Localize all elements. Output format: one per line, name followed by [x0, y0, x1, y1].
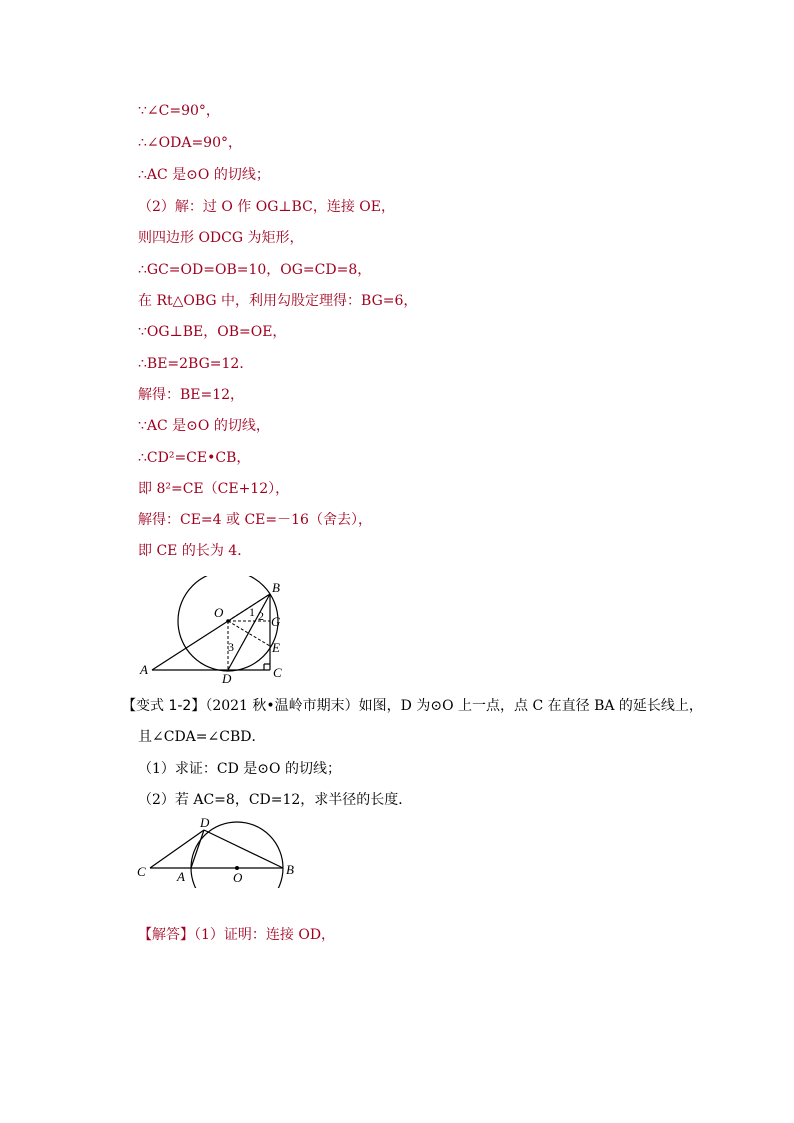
solution-line: 解得：CE=4 或 CE=－16（舍去）， [138, 512, 372, 528]
geometry-figure-2 [130, 812, 310, 888]
label-d: D [200, 815, 210, 830]
solution-line: ∵∠C=90°， [138, 103, 220, 119]
solution-line: 则四边形 ODCG 为矩形， [138, 230, 304, 246]
label-a: A [140, 662, 148, 677]
question-1: （1）求证：CD 是⊙O 的切线； [138, 761, 341, 777]
label-c: C [137, 864, 146, 879]
solution-line: ∵OG⊥BE，OB=OE， [138, 324, 287, 340]
solution-line: ∴AC 是⊙O 的切线； [138, 167, 270, 183]
solution-line: ∴∠ODA=90°， [138, 135, 242, 151]
solution-line: ∴GC=OD=OB=10，OG=CD=8， [138, 262, 372, 278]
label-d: D [222, 671, 232, 684]
solution-line: 即 CE 的长为 4． [138, 543, 252, 559]
label-b: B [272, 580, 280, 595]
solution-line: ∴CD²=CE•CB， [138, 450, 251, 466]
segment-da [191, 830, 204, 868]
geometry-figure-1 [130, 576, 300, 684]
angle-label-2: 2 [258, 609, 264, 623]
solution-line: 解得：BE=12， [138, 387, 245, 403]
label-e: E [272, 640, 280, 655]
variant-source: （2021 秋•温岭市期末） [205, 698, 359, 714]
label-a: A [177, 869, 185, 884]
label-c: C [273, 665, 282, 680]
answer-text: （1）证明：连接 OD， [194, 927, 336, 943]
angle-label-1: 1 [249, 605, 255, 619]
label-o: O [214, 605, 224, 620]
angle-label-3: 3 [228, 640, 234, 654]
answer-line [138, 926, 335, 944]
segment-cd [150, 830, 204, 868]
label-g: G [271, 614, 281, 629]
solution-line: （2）解：过 O 作 OG⊥BC，连接 OE， [138, 199, 395, 215]
solution-line: ∴BE=2BG=12． [138, 356, 254, 372]
variant-tag: 【变式 1-2】 [122, 698, 206, 714]
solution-line: 在 Rt△OBG 中，利用勾股定理得：BG=6， [138, 293, 418, 309]
variant-header [122, 697, 703, 715]
question-2: （2）若 AC=8，CD=12，求半径的长度． [138, 792, 413, 808]
answer-tag: 【解答】 [138, 927, 194, 943]
segment-db [204, 830, 283, 868]
variant-line2: 且∠CDA=∠CBD． [138, 729, 266, 745]
label-b: B [286, 862, 294, 877]
solution-line: 即 8²=CE（CE+12）， [138, 481, 290, 497]
segment-oe [228, 621, 270, 646]
label-o: O [233, 870, 243, 885]
center-point-o [226, 619, 230, 623]
solution-line: ∵AC 是⊙O 的切线， [138, 418, 270, 434]
variant-text: 如图，D 为⊙O 上一点，点 C 在直径 BA 的延长线上， [358, 698, 703, 714]
